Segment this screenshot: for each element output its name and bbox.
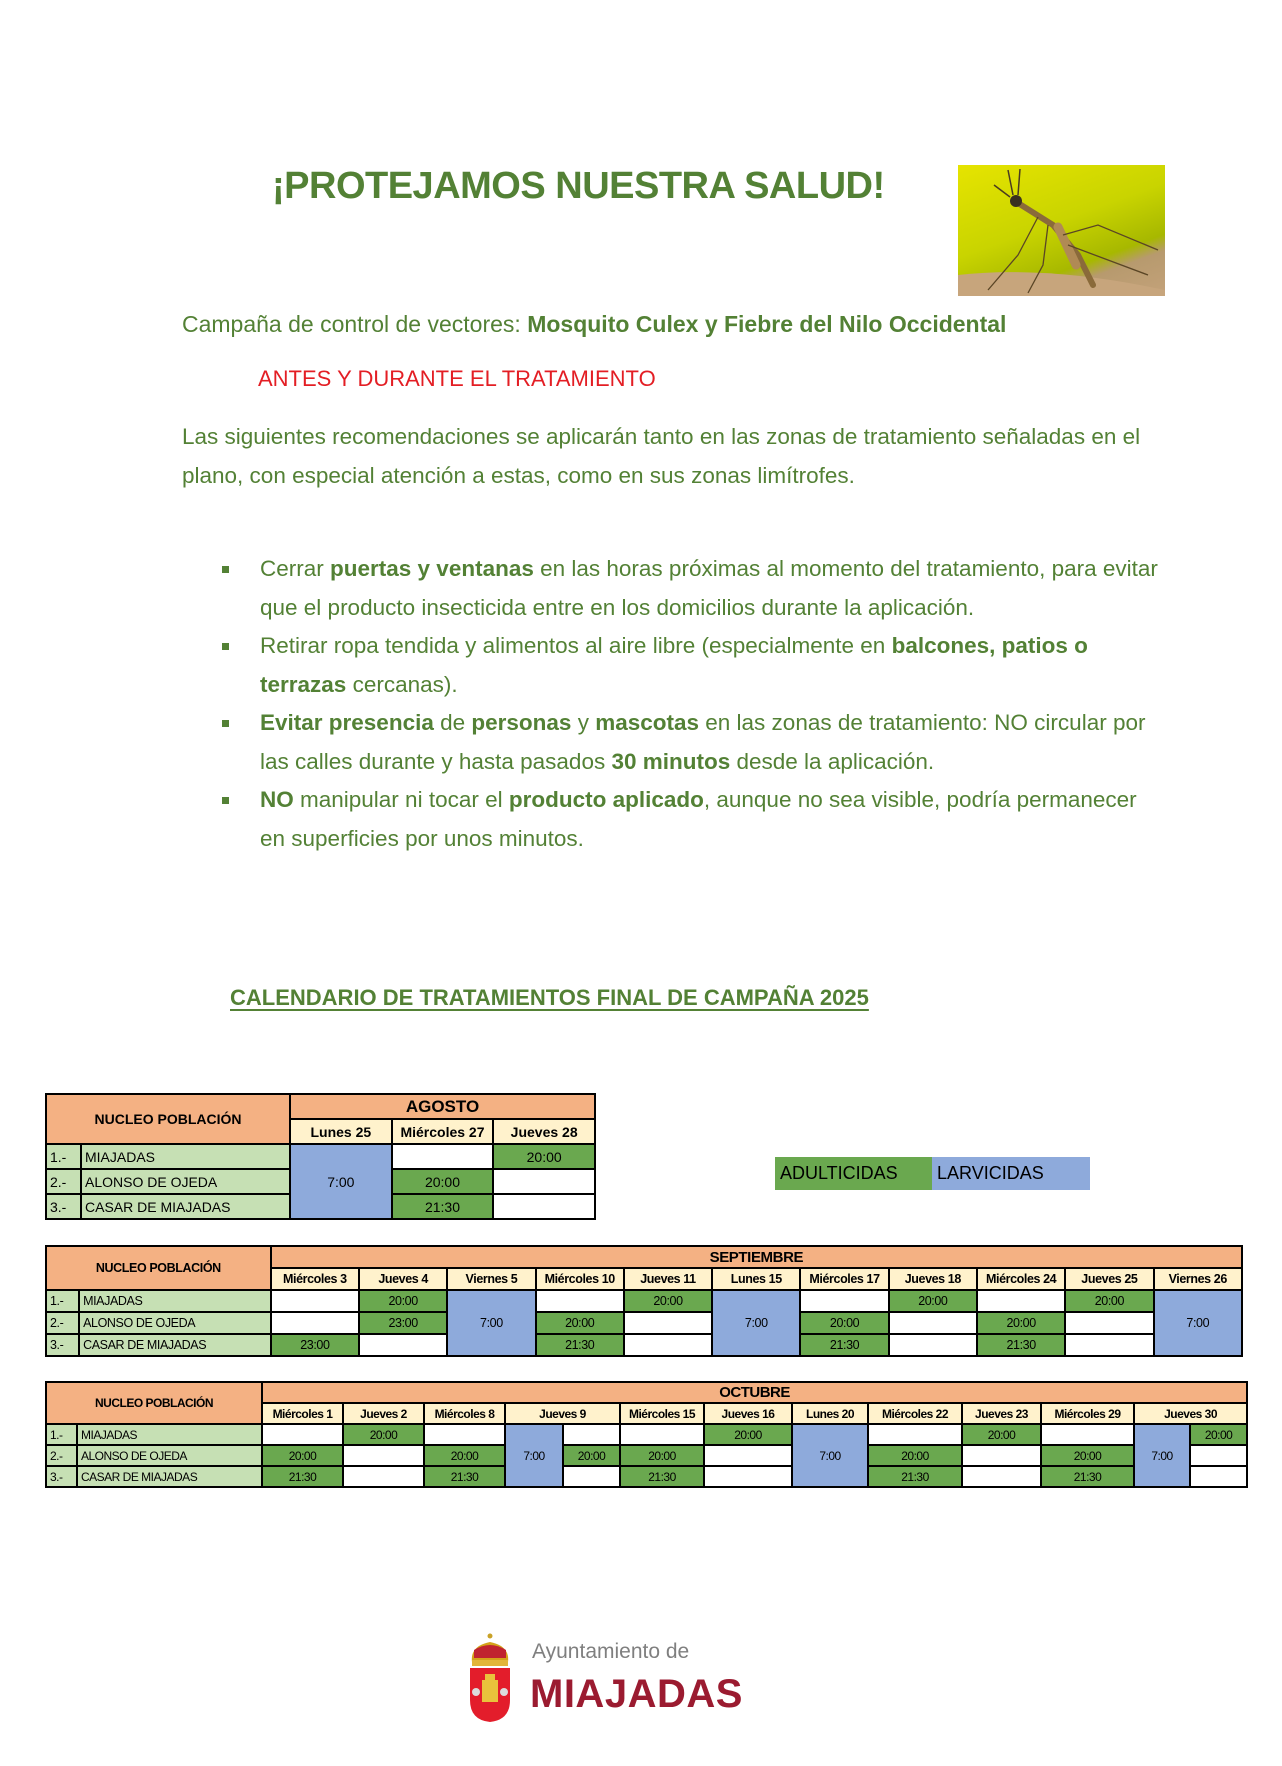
legend <box>775 1157 1090 1190</box>
table-row <box>46 1312 1242 1334</box>
section-subtitle: ANTES Y DURANTE EL TRATAMIENTO <box>258 366 656 391</box>
row-number: 2.- <box>46 1445 77 1466</box>
day-header: Viernes 5 <box>447 1268 535 1290</box>
day-header: Miércoles 22 <box>868 1403 962 1424</box>
ayuntamiento-logo <box>466 1632 766 1727</box>
body-text: y <box>571 710 596 735</box>
adulticida-cell: 21:30 <box>868 1466 962 1487</box>
table-row <box>46 1466 1247 1487</box>
adulticida-cell: 20:00 <box>624 1290 712 1312</box>
day-header: Jueves 2 <box>343 1403 424 1424</box>
schedule-cell <box>359 1334 447 1356</box>
body-text: en las zonas de tratamiento: NO circular por las calles durante y hasta pasados <box>260 710 1146 774</box>
adulticida-cell: 20:00 <box>1065 1290 1153 1312</box>
coat-of-arms-icon <box>466 1632 514 1724</box>
adulticida-cell: 20:00 <box>424 1445 505 1466</box>
schedule-cell <box>962 1445 1041 1466</box>
table-row <box>46 1334 1242 1356</box>
legend-adulticidas: ADULTICIDAS <box>775 1157 932 1190</box>
day-header: Jueves 9 <box>505 1403 620 1424</box>
day-header: Jueves 18 <box>889 1268 977 1290</box>
adulticida-cell: 20:00 <box>493 1144 595 1169</box>
row-number: 2.- <box>46 1312 79 1334</box>
adulticida-cell: 20:00 <box>704 1424 792 1445</box>
adulticida-cell: 20:00 <box>392 1169 494 1194</box>
adulticida-cell: 20:00 <box>359 1290 447 1312</box>
bullet-square-icon <box>222 566 229 573</box>
schedule-cell <box>868 1424 962 1445</box>
emphasis-text: balcones, patios o terrazas <box>260 633 1088 697</box>
emphasis-text: producto aplicado <box>508 787 704 812</box>
day-header: Miércoles 17 <box>800 1268 888 1290</box>
adulticida-cell: 21:30 <box>536 1334 624 1356</box>
larvicida-cell: 7:00 <box>1134 1424 1190 1487</box>
nucleo-header: NUCLEO POBLACIÓN <box>46 1246 271 1290</box>
schedule-cell <box>1065 1334 1153 1356</box>
day-header: Miércoles 29 <box>1041 1403 1134 1424</box>
day-header: Jueves 4 <box>359 1268 447 1290</box>
body-text: Cerrar <box>260 556 331 581</box>
emphasis-text: Evitar presencia <box>260 710 434 735</box>
schedule-cell <box>343 1466 424 1487</box>
day-header: Lunes 20 <box>792 1403 868 1424</box>
list-item <box>222 781 1162 858</box>
adulticida-cell: 20:00 <box>1041 1445 1134 1466</box>
mosquito-photo-icon <box>958 165 1165 296</box>
august-schedule-table <box>45 1093 596 1220</box>
day-header: Viernes 26 <box>1154 1268 1242 1290</box>
ayuntamiento-label: Ayuntamiento de <box>532 1640 690 1663</box>
emphasis-text: puertas y ventanas <box>330 556 534 581</box>
schedule-cell <box>563 1466 620 1487</box>
list-item <box>222 704 1162 781</box>
body-text: manipular ni tocar el <box>293 787 509 812</box>
day-header: Jueves 28 <box>493 1119 595 1144</box>
emphasis-text: 30 minutos <box>611 748 731 774</box>
adulticida-cell: 20:00 <box>343 1424 424 1445</box>
schedule-cell <box>1065 1312 1153 1334</box>
row-number: 1.- <box>46 1290 79 1312</box>
population-name: CASAR DE MIAJADAS <box>79 1334 271 1356</box>
adulticida-cell: 20:00 <box>800 1312 888 1334</box>
intro-paragraph: Las siguientes recomendaciones se aplicarán tanto en las zonas de tratamiento señaladas en el plano, con especial atención a estas, como en sus zonas limítrofes. <box>182 424 1141 488</box>
october-schedule-table <box>45 1381 1248 1488</box>
legend-larvicidas: LARVICIDAS <box>932 1157 1090 1190</box>
schedule-cell <box>977 1290 1065 1312</box>
row-number: 1.- <box>46 1424 77 1445</box>
bullet-square-icon <box>222 797 229 804</box>
population-name: CASAR DE MIAJADAS <box>81 1194 290 1219</box>
day-header: Jueves 11 <box>624 1268 712 1290</box>
day-header: Jueves 16 <box>704 1403 792 1424</box>
population-name: MIAJADAS <box>81 1144 290 1169</box>
population-name: CASAR DE MIAJADAS <box>77 1466 262 1487</box>
schedule-cell <box>1041 1424 1134 1445</box>
month-header: OCTUBRE <box>262 1382 1247 1403</box>
population-name: MIAJADAS <box>79 1290 271 1312</box>
row-number: 2.- <box>46 1169 81 1194</box>
schedule-cell <box>704 1466 792 1487</box>
day-header: Miércoles 8 <box>424 1403 505 1424</box>
schedule-cell <box>424 1424 505 1445</box>
emphasis-text: personas <box>471 710 572 735</box>
day-header: Miércoles 15 <box>620 1403 704 1424</box>
population-name: MIAJADAS <box>77 1424 262 1445</box>
schedule-cell <box>624 1334 712 1356</box>
schedule-cell <box>624 1312 712 1334</box>
day-header: Miércoles 10 <box>536 1268 624 1290</box>
schedule-cell <box>962 1466 1041 1487</box>
nucleo-header: NUCLEO POBLACIÓN <box>46 1094 290 1144</box>
bullet-square-icon <box>222 720 229 727</box>
schedule-cell <box>889 1312 977 1334</box>
list-item <box>222 627 1162 704</box>
schedule-cell <box>563 1424 620 1445</box>
day-header: Jueves 25 <box>1065 1268 1153 1290</box>
adulticida-cell: 21:30 <box>800 1334 888 1356</box>
schedule-cell <box>889 1334 977 1356</box>
schedule-cell <box>271 1312 359 1334</box>
schedule-cell <box>1190 1445 1247 1466</box>
table-row <box>46 1424 1247 1445</box>
adulticida-cell: 21:30 <box>977 1334 1065 1356</box>
body-text: de <box>433 710 472 735</box>
schedule-cell <box>493 1169 595 1194</box>
adulticida-cell: 21:30 <box>392 1194 494 1219</box>
larvicida-cell: 7:00 <box>1154 1290 1242 1356</box>
schedule-cell <box>271 1290 359 1312</box>
campaign-subject: Mosquito Culex y Fiebre del Nilo Occidental <box>527 311 1007 337</box>
adulticida-cell: 20:00 <box>262 1445 343 1466</box>
table-row <box>46 1144 595 1169</box>
population-name: ALONSO DE OJEDA <box>81 1169 290 1194</box>
list-item <box>222 550 1162 627</box>
body-text: desde la aplicación. <box>730 748 935 774</box>
adulticida-cell: 20:00 <box>620 1445 704 1466</box>
emphasis-text: mascotas <box>595 710 700 735</box>
campaign-line <box>182 311 1006 338</box>
row-number: 1.- <box>46 1144 81 1169</box>
adulticida-cell: 20:00 <box>1190 1424 1247 1445</box>
campaign-prefix: Campaña de control de vectores: <box>182 311 528 337</box>
calendar-title: CALENDARIO DE TRATAMIENTOS FINAL DE CAMPAÑA 2025 <box>230 985 869 1010</box>
day-header: Miércoles 27 <box>392 1119 494 1144</box>
population-name: ALONSO DE OJEDA <box>79 1312 271 1334</box>
schedule-cell <box>800 1290 888 1312</box>
schedule-cell <box>536 1290 624 1312</box>
adulticida-cell: 20:00 <box>536 1312 624 1334</box>
day-header: Miércoles 3 <box>271 1268 359 1290</box>
day-header: Lunes 15 <box>712 1268 800 1290</box>
page-title: ¡PROTEJAMOS NUESTRA SALUD! <box>272 165 885 207</box>
schedule-cell <box>262 1424 343 1445</box>
larvicida-cell: 7:00 <box>290 1144 392 1219</box>
table-row <box>46 1290 1242 1312</box>
adulticida-cell: 20:00 <box>889 1290 977 1312</box>
day-header: Miércoles 1 <box>262 1403 343 1424</box>
schedule-cell <box>620 1424 704 1445</box>
row-number: 3.- <box>46 1334 79 1356</box>
row-number: 3.- <box>46 1466 77 1487</box>
month-header: SEPTIEMBRE <box>271 1246 1242 1268</box>
larvicida-cell: 7:00 <box>505 1424 563 1487</box>
adulticida-cell: 20:00 <box>977 1312 1065 1334</box>
day-header: Miércoles 24 <box>977 1268 1065 1290</box>
larvicida-cell: 7:00 <box>712 1290 800 1356</box>
month-header: AGOSTO <box>290 1094 595 1119</box>
day-header: Jueves 23 <box>962 1403 1041 1424</box>
emphasis-text: NO <box>260 787 294 812</box>
adulticida-cell: 21:30 <box>620 1466 704 1487</box>
body-text: Retirar ropa tendida y alimentos al aire libre (especialmente en <box>260 633 892 658</box>
september-schedule-table <box>45 1245 1243 1357</box>
larvicida-cell: 7:00 <box>792 1424 868 1487</box>
population-name: ALONSO DE OJEDA <box>77 1445 262 1466</box>
schedule-cell <box>493 1194 595 1219</box>
body-text: en las horas próximas al momento del tratamiento, para evitar que el producto insecticida entre en los domicilios durante la aplicación. <box>260 556 1158 620</box>
town-name: MIAJADAS <box>530 1672 743 1716</box>
schedule-cell <box>343 1445 424 1466</box>
adulticida-cell: 23:00 <box>359 1312 447 1334</box>
adulticida-cell: 20:00 <box>563 1445 620 1466</box>
larvicida-cell: 7:00 <box>447 1290 535 1356</box>
nucleo-header: NUCLEO POBLACIÓN <box>46 1382 262 1424</box>
body-text: , aunque no sea visible, podría permanecer en superficies por unos minutos. <box>260 787 1137 851</box>
schedule-cell <box>392 1144 494 1169</box>
schedule-cell <box>1190 1466 1247 1487</box>
day-header: Jueves 30 <box>1134 1403 1247 1424</box>
row-number: 3.- <box>46 1194 81 1219</box>
recommendations-list <box>222 550 1162 858</box>
adulticida-cell: 21:30 <box>424 1466 505 1487</box>
schedule-cell <box>704 1445 792 1466</box>
day-header: Lunes 25 <box>290 1119 392 1144</box>
adulticida-cell: 23:00 <box>271 1334 359 1356</box>
adulticida-cell: 20:00 <box>868 1445 962 1466</box>
adulticida-cell: 20:00 <box>962 1424 1041 1445</box>
table-row <box>46 1445 1247 1466</box>
adulticida-cell: 21:30 <box>262 1466 343 1487</box>
body-text: cercanas). <box>346 671 458 697</box>
adulticida-cell: 21:30 <box>1041 1466 1134 1487</box>
bullet-square-icon <box>222 643 229 650</box>
